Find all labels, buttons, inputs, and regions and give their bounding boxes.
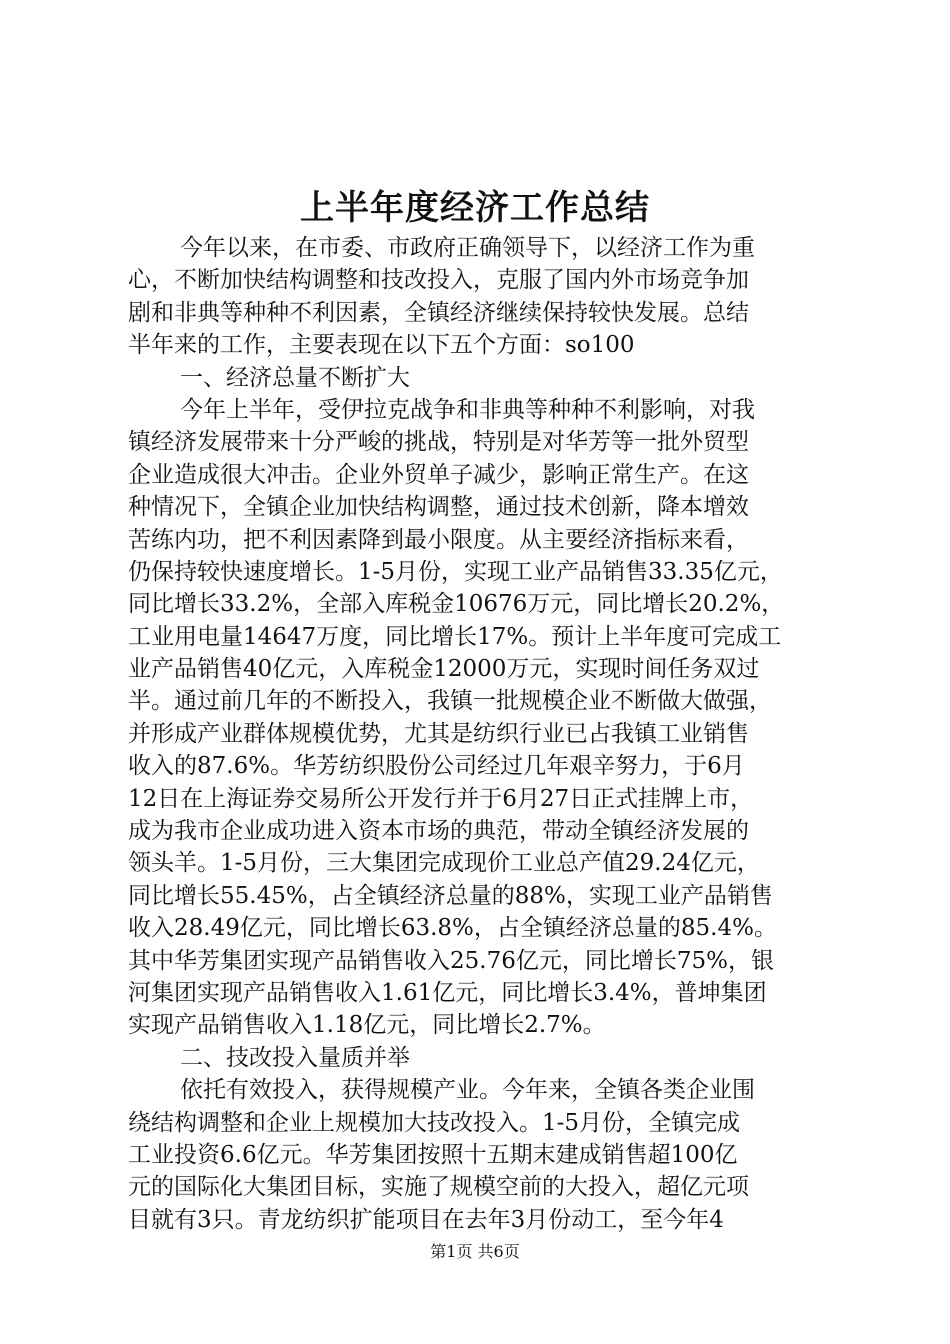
- paragraph-line: 业产品销售40亿元，入库税金12000万元，实现时间任务双过: [128, 656, 760, 683]
- paragraph-line: 12日在上海证券交易所公开发行并于6月27日正式挂牌上市，: [128, 785, 754, 812]
- section-heading-economy: 一、经济总量不断扩大: [180, 364, 410, 391]
- section-heading-investment: 二、技改投入量质并举: [180, 1044, 410, 1071]
- paragraph-line: 依托有效投入，获得规模产业。今年来，全镇各类企业围: [180, 1077, 755, 1104]
- paragraph-line: 收入28.49亿元，同比增长63.8%，占全镇经济总量的85.4%。: [128, 915, 777, 942]
- paragraph-line: 同比增长33.2%，全部入库税金10676万元，同比增长20.2%，: [128, 591, 785, 618]
- paragraph-line: 同比增长55.45%，占全镇经济总量的88%，实现工业产品销售: [128, 882, 773, 909]
- paragraph-line: 并形成产业群体规模优势，尤其是纺织行业已占我镇工业销售: [128, 720, 749, 747]
- paragraph-line: 半。通过前几年的不断投入，我镇一批规模企业不断做大做强，: [128, 688, 772, 715]
- paragraph-line: 成为我市企业成功进入资本市场的典范，带动全镇经济发展的: [128, 818, 749, 845]
- paragraph-line: 领头羊。1-5月份，三大集团完成现价工业总产值29.24亿元，: [128, 850, 760, 877]
- paragraph-line: 元的国际化大集团目标，实施了规模空前的大投入，超亿元项: [128, 1174, 749, 1201]
- document-title: 上半年度经济工作总结: [300, 188, 650, 228]
- paragraph-line: 绕结构调整和企业上规模加大技改投入。1-5月份，全镇完成: [128, 1109, 741, 1136]
- paragraph-line: 仍保持较快速度增长。1-5月份，实现工业产品销售33.35亿元，: [128, 558, 783, 585]
- document-body: [128, 232, 834, 1236]
- paragraph-line: 其中华芳集团实现产品销售收入25.76亿元，同比增长75%，银: [128, 947, 774, 974]
- paragraph-line: 半年来的工作，主要表现在以下五个方面：so100: [128, 332, 635, 359]
- page-footer: 第1页 共6页: [430, 1242, 520, 1261]
- paragraph-line: 河集团实现产品销售收入1.61亿元，同比增长3.4%，普坤集团: [128, 979, 767, 1006]
- paragraph-line: 剧和非典等种种不利因素，全镇经济继续保持较快发展。总结: [128, 299, 749, 326]
- paragraph-line: 工业投资6.6亿元。华芳集团按照十五期末建成销售超100亿: [128, 1141, 738, 1168]
- paragraph-line: 今年上半年，受伊拉克战争和非典等种种不利影响，对我: [180, 396, 755, 423]
- paragraph-line: 心，不断加快结构调整和技改投入，克服了国内外市场竞争加: [128, 267, 749, 294]
- paragraph-line: 种情况下，全镇企业加快结构调整，通过技术创新，降本增效: [128, 494, 749, 521]
- paragraph-line: 实现产品销售收入1.18亿元，同比增长2.7%。: [128, 1012, 606, 1039]
- paragraph-line: 收入的87.6%。华芳纺织股份公司经过几年艰辛努力，于6月: [128, 753, 745, 780]
- paragraph-line: 镇经济发展带来十分严峻的挑战，特别是对华芳等一批外贸型: [128, 429, 749, 456]
- paragraph-line: 目就有3只。青龙纺织扩能项目在去年3月份动工，至今年4: [128, 1206, 724, 1233]
- paragraph-line: 工业用电量14647万度，同比增长17%。预计上半年度可完成工: [128, 623, 782, 650]
- paragraph-line: 今年以来，在市委、市政府正确领导下，以经济工作为重: [180, 235, 755, 261]
- paragraph-line: 苦练内功，把不利因素降到最小限度。从主要经济指标来看，: [128, 526, 749, 553]
- paragraph-line: 企业造成很大冲击。企业外贸单子减少，影响正常生产。在这: [128, 461, 749, 488]
